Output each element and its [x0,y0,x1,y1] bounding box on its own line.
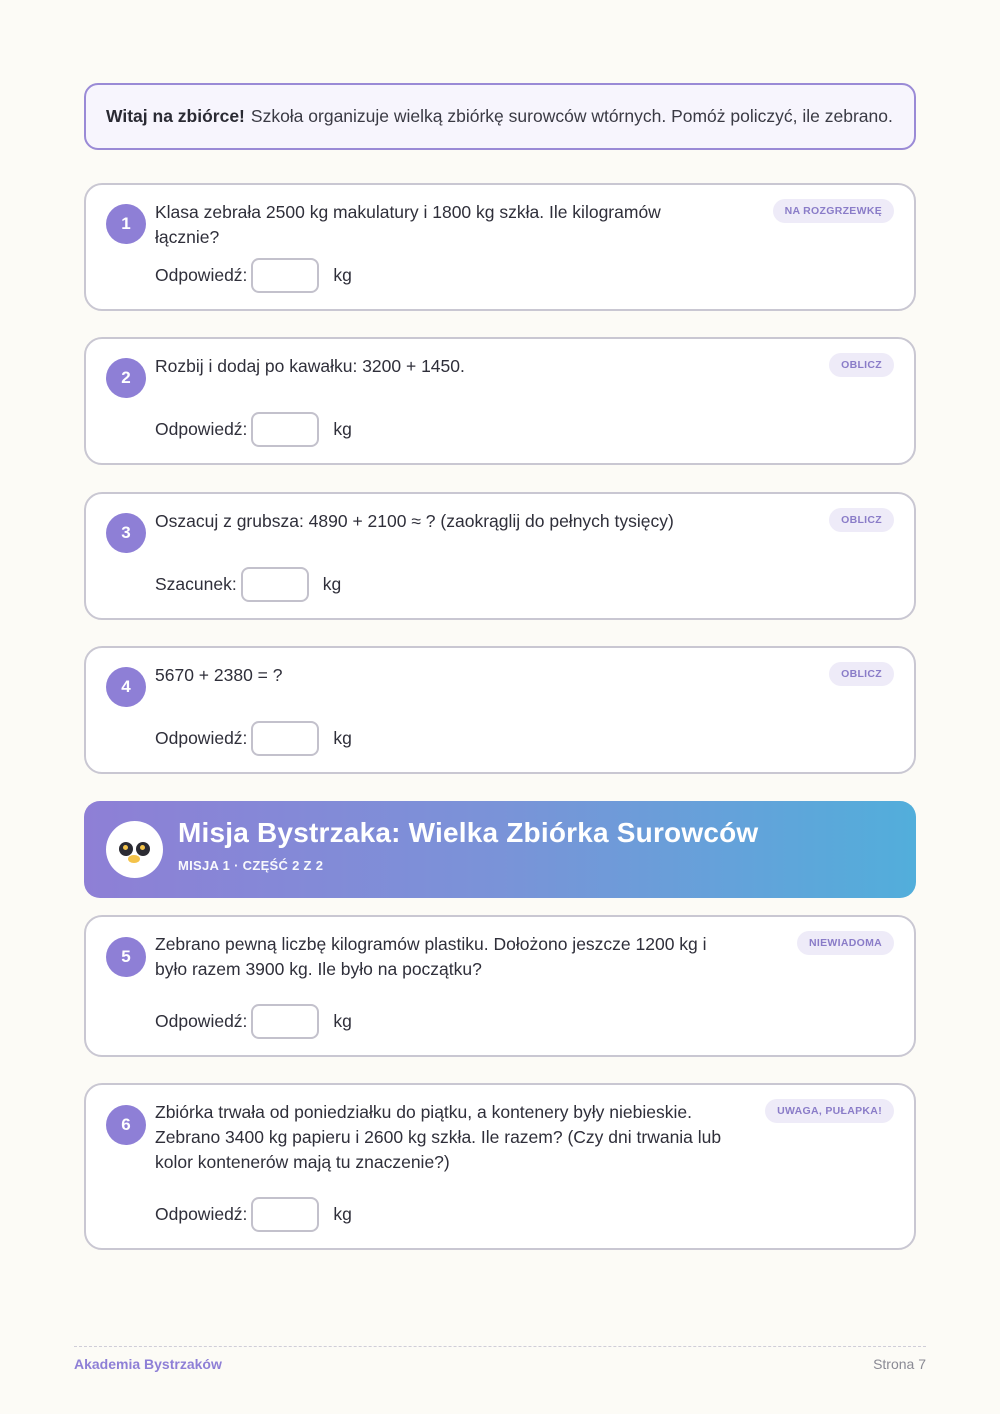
task-number: 4 [106,667,146,707]
page-number: Strona 7 [873,1356,926,1372]
intro-text: Szkoła organizuje wielką zbiórkę surowców wtórnych. Pomóż policzyć, ile zebrano. [250,106,893,126]
task-badge: UWAGA, PUŁAPKA! [765,1099,894,1123]
answer-label: Odpowiedź: [155,419,248,439]
answer-row [155,1197,352,1232]
task-card-5 [84,915,916,1057]
answer-input[interactable] [251,721,319,756]
answer-label: Odpowiedź: [155,728,248,748]
answer-input[interactable] [251,412,319,447]
answer-input[interactable] [251,1004,319,1039]
task-card-3 [84,492,916,620]
task-card-4 [84,646,916,774]
task-badge: OBLICZ [829,508,894,532]
task-question: Zbiórka trwała od poniedziałku do piątku, a kontenery były niebieskie. Zebrano 3400 kg papieru i 2600 kg szkła. Ile razem? (Czy dni trwania lub kolor kontenerów mają tu znaczenie?) [155,1102,722,1172]
answer-row [155,1004,352,1039]
unit-label: kg [333,419,352,439]
answer-row [155,412,352,447]
answer-input[interactable] [251,258,319,293]
unit-label: kg [333,1011,352,1031]
answer-label: Odpowiedź: [155,265,248,285]
task-question: Klasa zebrała 2500 kg makulatury i 1800 kg szkła. Ile kilogramów łącznie? [155,202,661,247]
unit-label: kg [333,265,352,285]
task-number: 5 [106,937,146,977]
answer-row [155,567,341,602]
mission-title: Misja Bystrzaka: Wielka Zbiórka Surowców [178,817,759,848]
mission-subtitle: MISJA 1 · CZĘŚĆ 2 Z 2 [178,858,324,873]
answer-label: Szacunek: [155,574,237,594]
intro-banner [84,83,916,150]
unit-label: kg [333,1204,352,1224]
task-number: 3 [106,513,146,553]
answer-row [155,721,352,756]
answer-input[interactable] [241,567,309,602]
task-card-6 [84,1083,916,1250]
task-badge: OBLICZ [829,662,894,686]
task-card-2 [84,337,916,465]
task-badge: NA ROZGRZEWKĘ [773,199,894,223]
task-question: Oszacuj z grubsza: 4890 + 2100 ≈ ? (zaokrąglij do pełnych tysięcy) [155,511,674,531]
task-badge: NIEWIADOMA [797,931,894,955]
answer-label: Odpowiedź: [155,1204,248,1224]
answer-label: Odpowiedź: [155,1011,248,1031]
task-badge: OBLICZ [829,353,894,377]
mission-banner [84,801,916,898]
task-question: Rozbij i dodaj po kawałku: 3200 + 1450. [155,356,465,376]
intro-heading: Witaj na zbiórce! [106,106,245,126]
task-number: 6 [106,1105,146,1145]
footer-brand: Akademia Bystrzaków [74,1356,222,1372]
task-question: Zebrano pewną liczbę kilogramów plastiku. Dołożono jeszcze 1200 kg i było razem 3900 kg. Ile było na początku? [155,934,707,979]
task-question: 5670 + 2380 = ? [155,665,283,685]
footer-divider [74,1346,926,1347]
task-number: 2 [106,358,146,398]
answer-input[interactable] [251,1197,319,1232]
task-card-1 [84,183,916,311]
unit-label: kg [322,574,342,594]
owl-icon [106,821,163,878]
task-number: 1 [106,204,146,244]
answer-row [155,258,352,293]
unit-label: kg [333,728,352,748]
